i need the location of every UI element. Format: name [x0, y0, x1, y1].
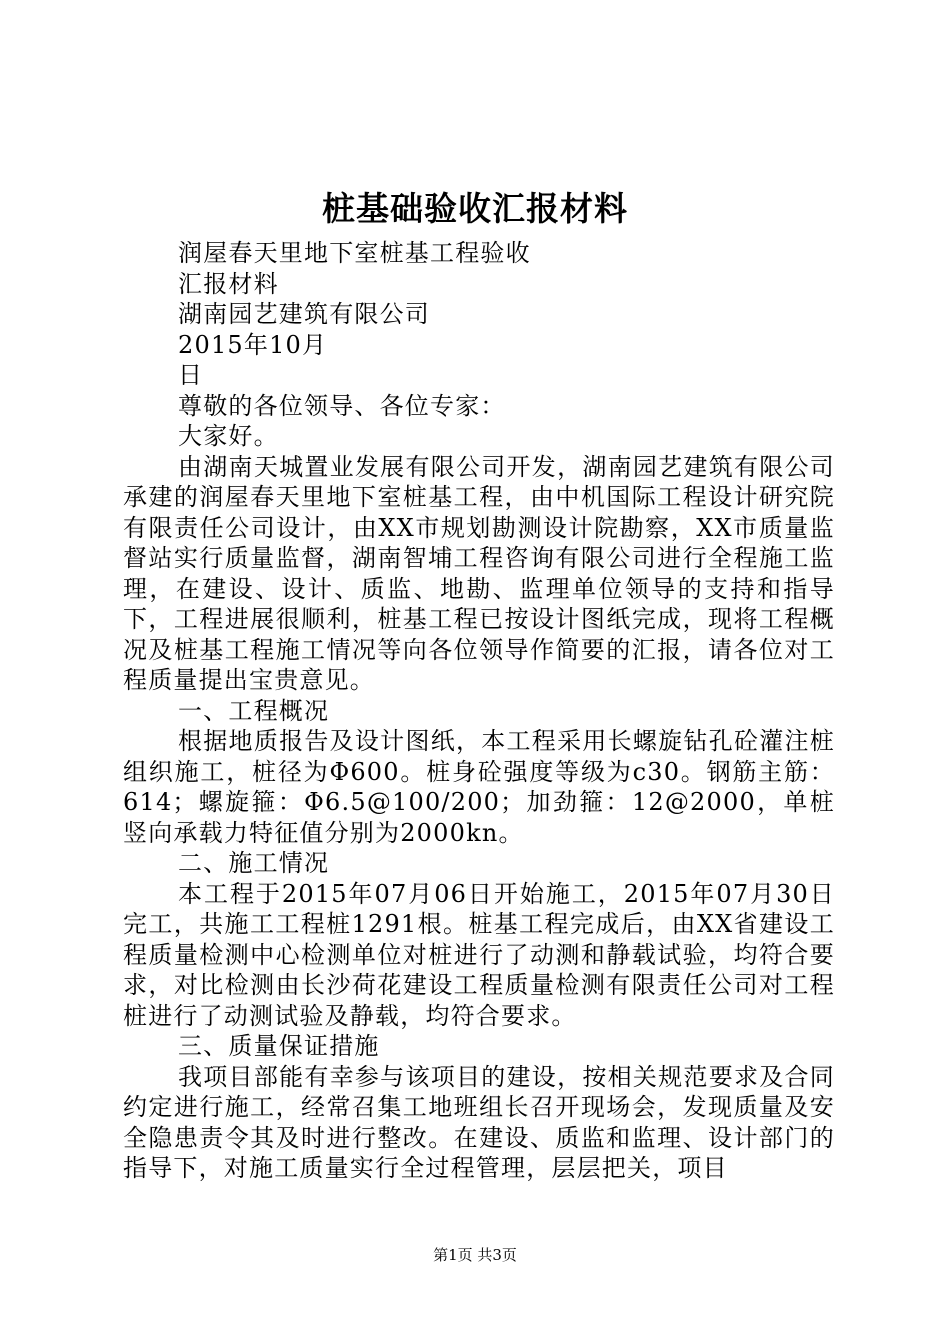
intro-paragraph: 由湖南天城置业发展有限公司开发，湖南园艺建筑有限公司承建的润屋春天里地下室桩基工程，由中机国际工程设计研究院有限责任公司设计，由XX市规划勘测设计院勘察，XX市质量监督站实行质量监督，湖南智埔工程咨询有限公司进行全程施工监理，在建设、设计、质监、地勘、监理单位领导的支持和指导下，工程进展很顺利，桩基工程已按设计图纸完成，现将工程概况及桩基工程施工情况等向各位领导作简要的汇报，请各位对工程质量提出宝贵意见。	[123, 452, 835, 694]
day-line: 日	[178, 361, 204, 389]
date-line: 2015年10月	[178, 330, 328, 359]
greeting-line: 大家好。	[178, 422, 279, 450]
page-indicator: 第1页 共3页	[433, 1246, 517, 1264]
section-heading-construction: 二、施工情况	[178, 849, 330, 877]
section-heading-overview: 一、工程概况	[178, 696, 330, 725]
company-line: 湖南园艺建筑有限公司	[178, 300, 430, 328]
report-label-line: 汇报材料	[178, 269, 279, 298]
project-name-line: 润屋春天里地下室桩基工程验收	[178, 239, 531, 267]
construction-paragraph: 本工程于2015年07月06日开始施工，2015年07月30日完工，共施工工程桩1291根。桩基工程完成后，由XX省建设工程质量检测中心检测单位对桩进行了动测和静载试验，均符合要求，对比检测由长沙荷花建设工程质量检测有限责任公司对工程桩进行了动测试验及静载，均符合要求。	[123, 879, 835, 1030]
section-heading-quality: 三、质量保证措施	[178, 1032, 380, 1060]
document-title: 桩基础验收汇报材料	[322, 189, 628, 228]
salutation-line: 尊敬的各位领导、各位专家：	[178, 391, 506, 420]
quality-paragraph: 我项目部能有幸参与该项目的建设，按相关规范要求及合同约定进行施工，经常召集工地班组长召开现场会，发现质量及安全隐患责令其及时进行整改。在建设、质监和监理、设计部门的指导下，对施工质量实行全过程管理，层层把关，项目	[123, 1062, 835, 1182]
document-body	[123, 238, 835, 1184]
overview-paragraph: 根据地质报告及设计图纸，本工程采用长螺旋钻孔砼灌注桩组织施工，桩径为Φ600。桩身砼强度等级为c30。钢筋主筋：614；螺旋箍：Φ6.5@100/200；加劲箍：12@2000，单桩竖向承载力特征值分别为2000kn。	[123, 727, 835, 847]
